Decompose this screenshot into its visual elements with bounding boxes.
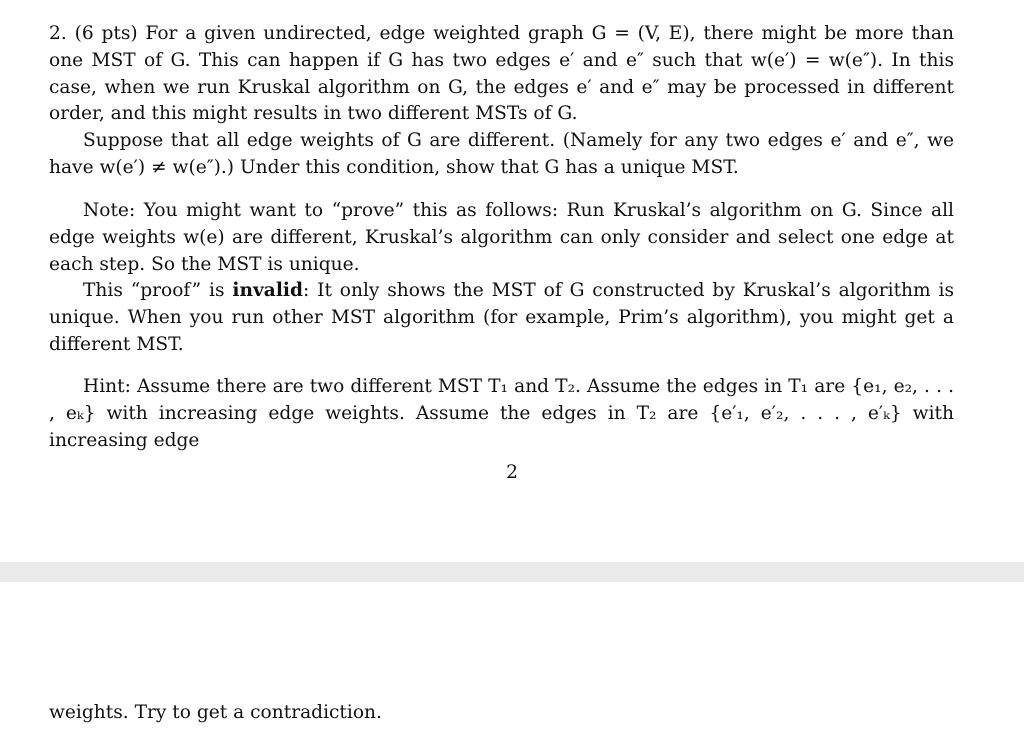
page-number: 2 (506, 462, 518, 483)
problem-number: 2. (49, 23, 67, 44)
problem-text (49, 21, 954, 182)
document-page-2 (0, 582, 1024, 747)
invalid-post: : It only shows the MST of G constructed by Kruskal’s algorithm is unique. When you run other MST algorithm (for example, Prim’s algorithm), you might get a different MST. (49, 280, 954, 355)
invalid-pre: This “proof” is (83, 280, 225, 302)
invalid-paragraph (49, 278, 954, 358)
hint-continued-text (49, 700, 954, 727)
hint-text (49, 374, 954, 454)
problem-paragraph-1 (49, 21, 954, 128)
note-text (49, 198, 954, 359)
page-gap (0, 562, 1024, 582)
note-paragraph: Note: You might want to “prove” this as follows: Run Kruskal’s algorithm on G. Since all edge weights w(e) are different, Kruskal’s algorithm can only consider and select one edge at each step. So the MST is unique. (49, 200, 954, 275)
problem-points: (6 pts) (74, 23, 138, 44)
problem-paragraph-2: Suppose that all edge weights of G are different. (Namely for any two edges e′ and e″, we have w(e′) ≠ w(e″).) Under this condition, show that G has a unique MST. (49, 130, 954, 178)
hint-continued: weights. Try to get a contradiction. (49, 702, 382, 723)
hint-paragraph: Hint: Assume there are two different MST T₁ and T₂. Assume the edges in T₁ are {e₁, e₂, . . . , eₖ} with increasing edge weights. Assume the edges in T₂ are {e′₁, e′₂, . . . , e′ₖ} with increasing edge (49, 376, 954, 451)
invalid-word: invalid (232, 280, 303, 302)
problem-statement: For a given undirected, edge weighted graph G = (V, E), there might be more than one MST of G. This can happen if G has two edges e′ and e″ such that w(e′) = w(e″). In this case, when we run Kruskal algorithm on G, the edges e′ and e″ may be processed in different order, and this might results in two different MSTs of G. (49, 23, 954, 125)
